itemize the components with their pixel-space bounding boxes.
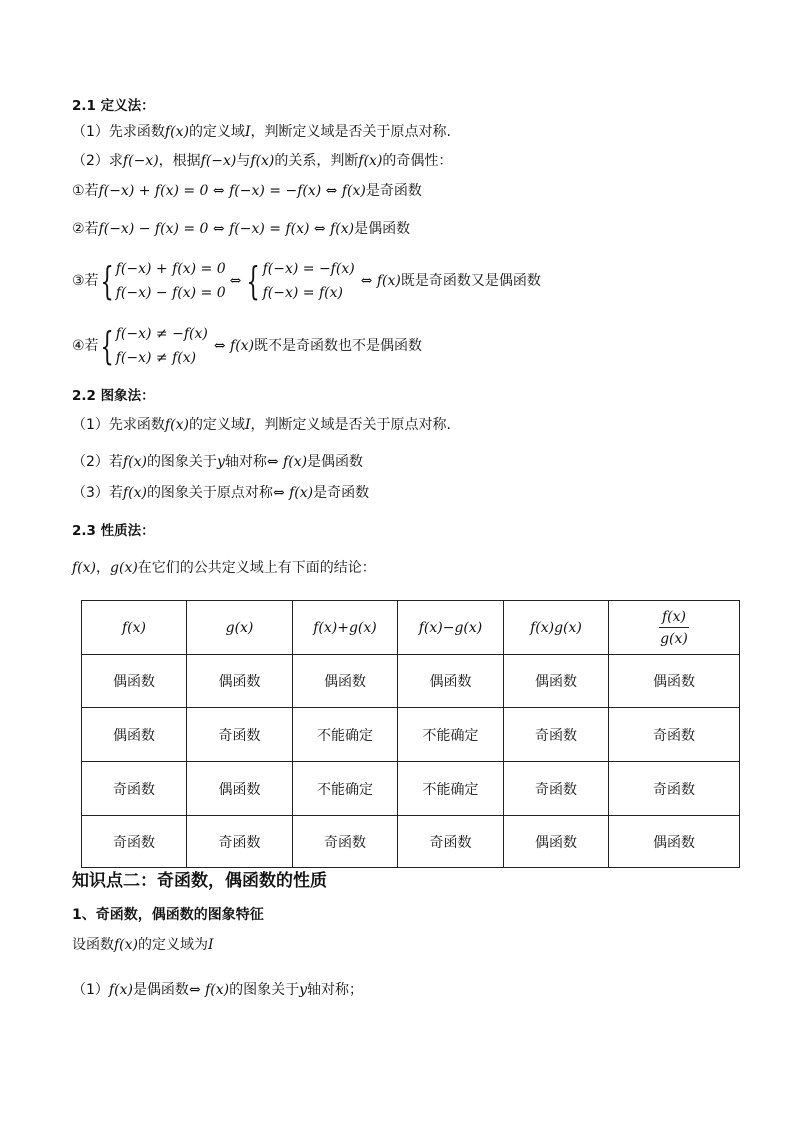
s21-rule-1 bbox=[72, 181, 422, 201]
fraction bbox=[659, 608, 689, 648]
table-row bbox=[82, 708, 740, 762]
text: （1） bbox=[72, 982, 109, 998]
text: （2）求 bbox=[72, 153, 123, 169]
math: y bbox=[299, 982, 308, 998]
table-cell: 偶函数 bbox=[504, 655, 609, 708]
section-2-3-heading: 2.3 性质法： bbox=[72, 523, 155, 539]
math: f(−x) = −f(x) bbox=[262, 261, 355, 277]
text: 是奇函数 bbox=[365, 183, 422, 199]
part2-line-1 bbox=[72, 935, 214, 955]
math: f(−x) + f(x) = 0 bbox=[115, 261, 226, 277]
table-header-cell: f(x)−g(x) bbox=[398, 601, 504, 655]
section-2-1-heading: 2.1 定义法： bbox=[72, 98, 155, 114]
text: 是偶函数 bbox=[132, 982, 189, 998]
left-brace: { bbox=[100, 259, 114, 303]
condition-stack bbox=[263, 257, 355, 305]
table-cell: 不能确定 bbox=[398, 762, 504, 816]
math: f(x) bbox=[164, 417, 189, 433]
table-cell: 偶函数 bbox=[293, 655, 398, 708]
math: f(−x) ≠ −f(x) bbox=[115, 326, 208, 342]
text: 的定义域 bbox=[188, 417, 245, 433]
s21-line-2 bbox=[72, 151, 452, 171]
table-cell: 偶函数 bbox=[82, 708, 187, 762]
fraction-denominator: g(x) bbox=[660, 630, 688, 647]
table-row bbox=[82, 816, 740, 868]
text: 是偶函数 bbox=[307, 454, 364, 470]
table-header-cell: g(x) bbox=[187, 601, 293, 655]
s21-rule-2 bbox=[72, 219, 410, 239]
table-header-cell bbox=[609, 601, 740, 655]
table-cell: 奇函数 bbox=[82, 816, 187, 868]
math: f(x) bbox=[108, 982, 133, 998]
condition-stack bbox=[116, 257, 226, 305]
table-header-cell: f(x) bbox=[82, 601, 187, 655]
text: 的关系，判断 bbox=[274, 153, 359, 169]
text: 的奇偶性： bbox=[382, 153, 453, 169]
math: f(−x) − f(x) = 0 ⇔ f(−x) = f(x) ⇔ f(x) bbox=[98, 221, 355, 237]
math: f(x) bbox=[358, 153, 383, 169]
s23-intro bbox=[72, 558, 376, 578]
table-cell: 不能确定 bbox=[398, 708, 504, 762]
iff-symbol: ⇔ bbox=[229, 273, 242, 289]
table-cell: 偶函数 bbox=[609, 816, 740, 868]
part2-line-2 bbox=[72, 980, 363, 1000]
math: ⇔ f(x) bbox=[266, 454, 308, 470]
table-cell: 偶函数 bbox=[187, 762, 293, 816]
part2-subtitle: 1、奇函数，偶函数的图象特征 bbox=[72, 907, 264, 923]
parity-table bbox=[81, 600, 740, 868]
text: 的定义域 bbox=[188, 124, 245, 140]
text: 是奇函数 bbox=[313, 485, 370, 501]
text: 既不是奇函数也不是偶函数 bbox=[254, 338, 423, 354]
table-cell: 奇函数 bbox=[398, 816, 504, 868]
table-cell: 偶函数 bbox=[82, 655, 187, 708]
text: ， bbox=[96, 560, 111, 576]
table-cell: 奇函数 bbox=[609, 762, 740, 816]
s22-line-3 bbox=[72, 483, 369, 503]
math: f(x) bbox=[164, 124, 189, 140]
math: ⇔ f(x) bbox=[213, 338, 255, 354]
table-cell: 奇函数 bbox=[82, 762, 187, 816]
math: ⇔ f(x) bbox=[188, 982, 230, 998]
table-cell: 偶函数 bbox=[609, 655, 740, 708]
math: f(−x) ≠ f(x) bbox=[115, 350, 197, 366]
text: 的图象关于 bbox=[229, 982, 300, 998]
math: I bbox=[208, 937, 214, 953]
math: f(−x) bbox=[200, 153, 237, 169]
math: f(x) bbox=[122, 485, 147, 501]
s21-rule-3 bbox=[72, 257, 541, 305]
text: ，判断定义域是否关于原点对称. bbox=[250, 124, 451, 140]
math: y bbox=[216, 454, 225, 470]
math: ⇔ f(x) bbox=[272, 485, 314, 501]
math: f(−x) − f(x) = 0 bbox=[115, 285, 226, 301]
text: ，判断定义域是否关于原点对称. bbox=[250, 417, 451, 433]
table-cell: 不能确定 bbox=[293, 762, 398, 816]
text: 的定义域为 bbox=[138, 937, 209, 953]
s22-line-1 bbox=[72, 415, 451, 435]
math: f(−x) = f(x) bbox=[262, 285, 343, 301]
left-brace: { bbox=[246, 259, 261, 303]
table-cell: 奇函数 bbox=[293, 816, 398, 868]
text: ，根据 bbox=[158, 153, 201, 169]
text: 既是奇函数又是偶函数 bbox=[400, 273, 541, 289]
table-cell: 奇函数 bbox=[504, 708, 609, 762]
math: g(x) bbox=[110, 560, 138, 576]
text: ①若 bbox=[72, 183, 99, 199]
math: ⇔ f(x) bbox=[360, 273, 401, 289]
math: f(x) bbox=[72, 560, 97, 576]
text: 的图象关于 bbox=[146, 454, 217, 470]
table-cell: 奇函数 bbox=[187, 816, 293, 868]
s21-line-1 bbox=[72, 122, 451, 142]
text: 设函数 bbox=[72, 937, 114, 953]
text: ②若 bbox=[72, 221, 99, 237]
section-2-2-heading: 2.2 图象法： bbox=[72, 388, 155, 404]
condition-stack bbox=[116, 322, 208, 370]
table-cell: 偶函数 bbox=[504, 816, 609, 868]
table-header-cell: f(x)g(x) bbox=[504, 601, 609, 655]
table-cell: 奇函数 bbox=[609, 708, 740, 762]
table-cell: 不能确定 bbox=[293, 708, 398, 762]
table-header-row bbox=[82, 601, 740, 655]
table-row bbox=[82, 655, 740, 708]
text: ③若 bbox=[72, 273, 99, 289]
text: （1）先求函数 bbox=[72, 417, 165, 433]
table-row bbox=[82, 762, 740, 816]
math: f(−x) + f(x) = 0 ⇔ f(−x) = −f(x) ⇔ f(x) bbox=[98, 183, 366, 199]
math: I bbox=[244, 124, 251, 140]
math: I bbox=[244, 417, 251, 433]
part2-title: 知识点二：奇函数，偶函数的性质 bbox=[72, 871, 327, 891]
math: f(x) bbox=[250, 153, 275, 169]
s22-line-2 bbox=[72, 452, 363, 472]
table-header-cell: f(x)+g(x) bbox=[293, 601, 398, 655]
text: 的图象关于原点对称 bbox=[146, 485, 273, 501]
text: ④若 bbox=[72, 338, 99, 354]
math: f(x) bbox=[122, 454, 147, 470]
text: （1）先求函数 bbox=[72, 124, 165, 140]
text: 轴对称 bbox=[224, 454, 267, 470]
table-cell: 偶函数 bbox=[187, 655, 293, 708]
table-cell: 偶函数 bbox=[398, 655, 504, 708]
text: 轴对称； bbox=[307, 982, 364, 998]
text: 在它们的公共定义域上有下面的结论： bbox=[137, 560, 376, 576]
text: （2）若 bbox=[72, 454, 123, 470]
s21-rule-4 bbox=[72, 322, 422, 370]
left-brace: { bbox=[100, 324, 114, 368]
table-cell: 奇函数 bbox=[504, 762, 609, 816]
text: （3）若 bbox=[72, 485, 123, 501]
table-cell: 奇函数 bbox=[187, 708, 293, 762]
math: f(−x) bbox=[122, 153, 159, 169]
text: 与 bbox=[236, 153, 251, 169]
fraction-numerator: f(x) bbox=[659, 608, 689, 628]
text: 是偶函数 bbox=[354, 221, 411, 237]
math: f(x) bbox=[114, 937, 139, 953]
